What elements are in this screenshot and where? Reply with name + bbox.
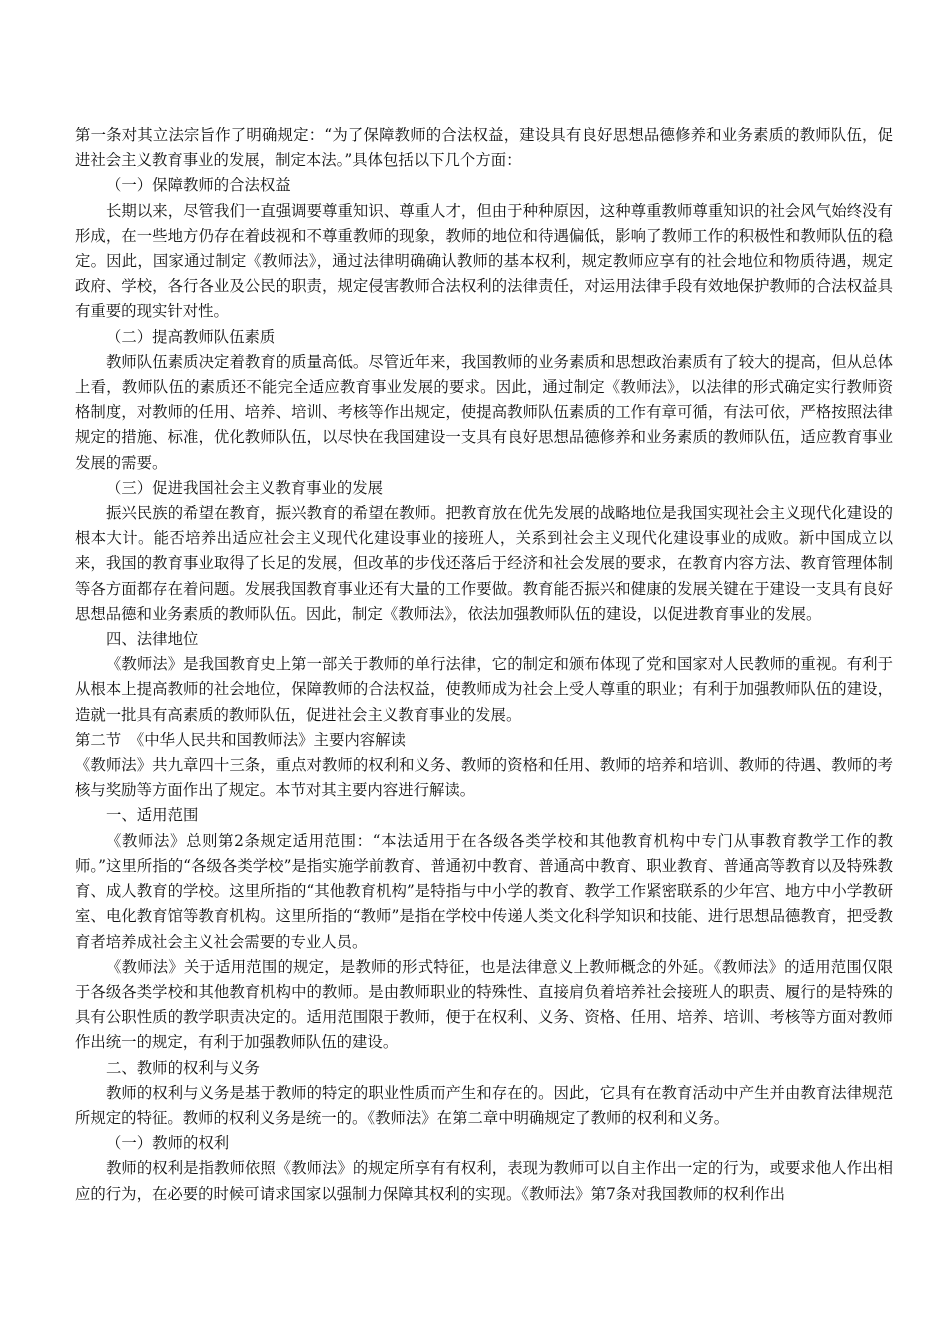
paragraph-scope-2: 《教师法》关于适用范围的规定，是教师的形式特征，也是法律意义上教师概念的外延。《教师法》的适用范围仅限于各级各类学校和其他教育机构中的教师。是由教师职业的特殊性、直接肩负着培养社会接班人的职责、履行的是特殊的具有公职性质的教学职责决定的。适用范围限于教师，便于在权利、义务、资格、任用、培养、培训、考核等方面对教师作出统一的规定，有利于加强教师队伍的建设。 [75, 957, 893, 1052]
paragraph-intro: 第一条对其立法宗旨作了明确规定：“为了保障教师的合法权益，建设具有良好思想品德修养和业务素质的教师队伍，促进社会主义教育事业的发展，制定本法。”具体包括以下几个方面： [75, 126, 893, 170]
section-title: 第二节 《中华人民共和国教师法》主要内容解读 [75, 730, 406, 749]
paragraph-section-intro: 《教师法》共九章四十三条，重点对教师的权利和义务、教师的资格和任用、教师的培养和培训、教师的待遇、教师的考核与奖励等方面作出了规定。本节对其主要内容进行解读。 [75, 756, 893, 800]
heading-protect-rights: （一）保障教师的合法权益 [106, 176, 291, 195]
heading-teacher-rights: （一）教师的权利 [106, 1134, 230, 1153]
paragraph-teacher-rights: 教师的权利是指教师依照《教师法》的规定所享有有权利，表现为教师可以自主作出一定的行为，或要求他人作出相应的行为，在必要的时候可请求国家以强制力保障其权利的实现。《教师法》第7条对我国教师的权利作出 [75, 1159, 893, 1203]
heading-promote-education: （三）促进我国社会主义教育事业的发展 [106, 478, 384, 497]
heading-improve-quality: （二）提高教师队伍素质 [106, 327, 276, 346]
heading-legal-status: 四、法律地位 [106, 630, 199, 649]
paragraph-promote-education: 振兴民族的希望在教育，振兴教育的希望在教师。把教育放在优先发展的战略地位是我国实现社会主义现代化建设的根本大计。能否培养出适应社会主义现代化建设事业的接班人，关系到社会主义现代化建设事业的成败。新中国成立以来，我国的教育事业取得了长足的发展，但改革的步伐还落后于经济和社会发展的要求，在教育内容方法、教育管理体制等各方面都存在着问题。发展我国教育事业还有大量的工作要做。教育能否振兴和健康的发展关键在于建设一支具有良好思想品德和业务素质的教师队伍。因此，制定《教师法》，依法加强教师队伍的建设，以促进教育事业的发展。 [75, 504, 893, 623]
paragraph-scope-1: 《教师法》总则第2条规定适用范围：“本法适用于在各级各类学校和其他教育机构中专门从事教育教学工作的教师。”这里所指的“各级各类学校”是指实施学前教育、普通初中教育、普通高中教育、职业教育、普通高等教育以及特殊教育、成人教育的学校。这里所指的“其他教育机构”是特指与中小学的教育、教学工作紧密联系的少年宫、地方中小学教研室、电化教育馆等教育机构。这里所指的“教师”是指在学校中传递人类文化科学知识和技能、进行思想品德教育，把受教育者培养成社会主义社会需要的专业人员。 [75, 831, 893, 951]
paragraph-improve-quality: 教师队伍素质决定着教育的质量高低。尽管近年来，我国教师的业务素质和思想政治素质有了较大的提高，但从总体上看，教师队伍的素质还不能完全适应教育事业发展的要求。因此，通过制定《教师法》，以法律的形式确定实行教师资格制度，对教师的任用、培养、培训、考核等作出规定，使提高教师队伍素质的工作有章可循，有法可依，严格按照法律规定的措施、标准，优化教师队伍，以尽快在我国建设一支具有良好思想品德修养和业务素质的教师队伍，适应教育事业发展的需要。 [75, 352, 893, 472]
paragraph-legal-status: 《教师法》是我国教育史上第一部关于教师的单行法律，它的制定和颁布体现了党和国家对人民教师的重视。有利于从根本上提高教师的社会地位，保障教师的合法权益，使教师成为社会上受人尊重的职业；有利于加强教师队伍的建设，造就一批具有高素质的教师队伍，促进社会主义教育事业的发展。 [75, 655, 893, 724]
heading-scope: 一、适用范围 [106, 806, 199, 825]
document-body [75, 123, 893, 1207]
heading-rights-duties: 二、教师的权利与义务 [106, 1058, 260, 1077]
paragraph-rights-duties: 教师的权利与义务是基于教师的特定的职业性质而产生和存在的。因此，它具有在教育活动中产生并由教育法律规范所规定的特征。教师的权利义务是统一的。《教师法》在第二章中明确规定了教师的权利和义务。 [75, 1083, 893, 1127]
paragraph-protect-rights: 长期以来，尽管我们一直强调要尊重知识、尊重人才，但由于种种原因，这种尊重教师尊重知识的社会风气始终没有形成，在一些地方仍存在着歧视和不尊重教师的现象，教师的地位和待遇偏低，影响了教师工作的积极性和教师队伍的稳定。因此，国家通过制定《教师法》，通过法律明确确认教师的基本权利，规定教师应享有的社会地位和物质待遇，规定政府、学校，各行各业及公民的职责，规定侵害教师合法权利的法律责任，对运用法律手段有效地保护教师的合法权益具有重要的现实针对性。 [75, 201, 893, 321]
